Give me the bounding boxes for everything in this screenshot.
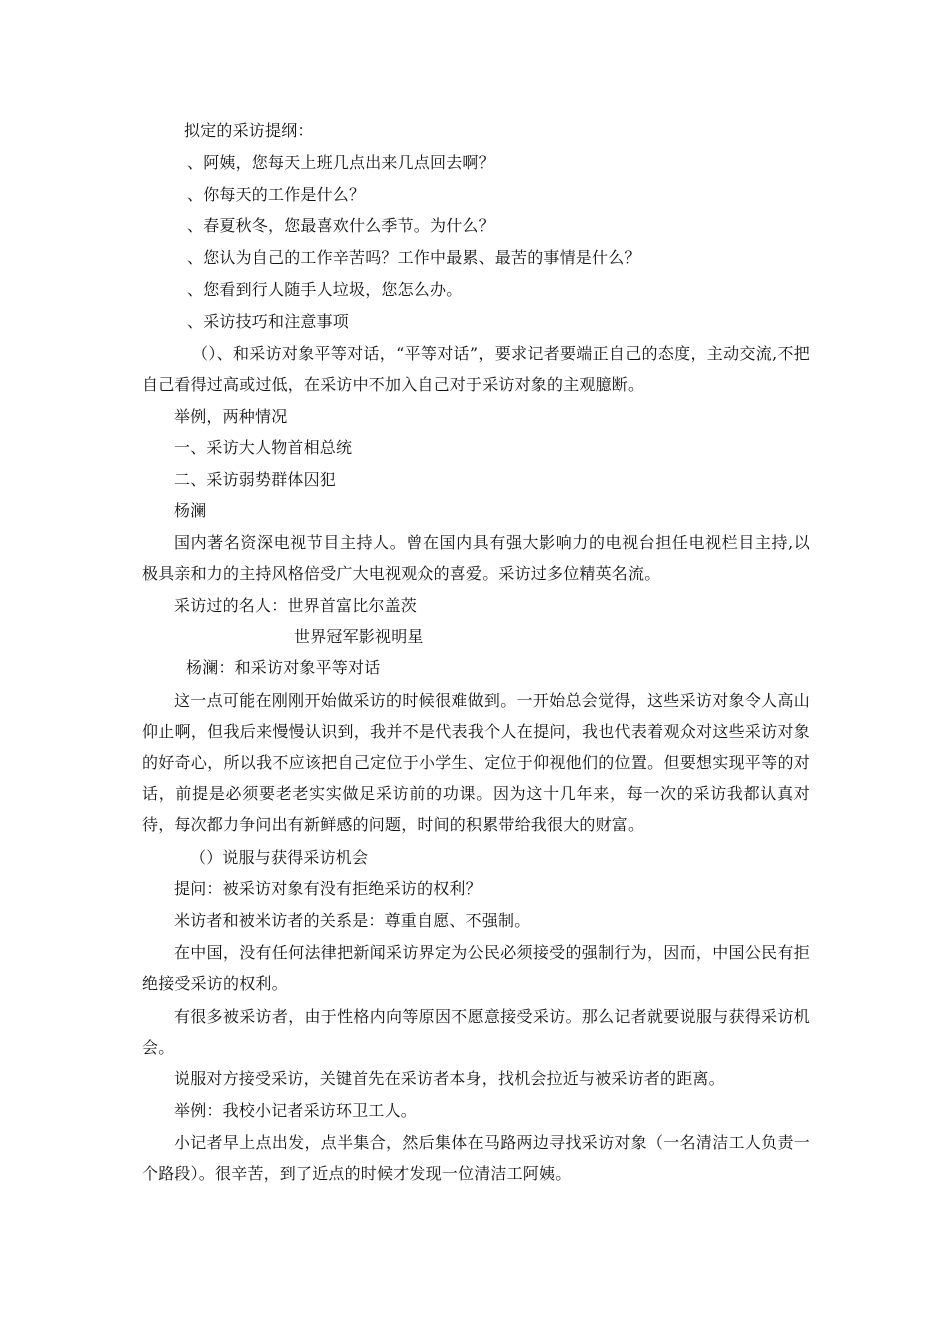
outline-question-2: 、你每天的工作是什么？ [187,185,366,204]
outline-question-1: 、阿姨，您每天上班几点出来几点回去啊？ [187,153,495,172]
paragraph-china-law: 在中国，没有任何法律把新闻采访界定为公民必须接受的强制行为，因而，中国公民有拒绝接受采访的权利。 [142,943,810,993]
question-right-to-refuse: 提问：被采访对象有没有拒绝采访的权利？ [174,879,482,898]
paragraph-yang-lan-quote: 这一点可能在刚刚开始做采访的时候很难做到。一开始总会觉得，这些采访对象令人高山仰止啊，但我后来慢慢认识到，我并不是代表我个人在提问，我也代表着观众对这些采访对象的好奇心，所以我不应该把自己定位于小学生、定位于仰视他们的位置。但要想实现平等的对话，前提是必须要老老实实做足采访前的功课。因为这十几年来，每一次的采访我都认真对待，每次都力争问出有新鲜感的问题，时间的积累带给我很大的财富。 [142,691,810,834]
outline-title: 拟定的采访提纲： [184,121,314,140]
celebrities-line-1: 采访过的名人：世界首富比尔盖茨 [174,596,418,615]
relationship-line: 米访者和被米访者的关系是：尊重自愿、不强制。 [174,911,531,930]
paragraph-school-story: 小记者早上点出发，点半集合，然后集体在马路两边寻找采访对象（一名清洁工人负责一个路段）。很辛苦，到了近点的时候才发现一位清洁工阿姨。 [142,1133,810,1183]
persuade-heading: （）说服与获得采访机会 [190,848,369,867]
paragraph-unwilling: 有很多被采访者，由于性格内向等原因不愿意接受采访。那么记者就要说服与获得采访机会。 [142,1007,810,1057]
example-school-line: 举例：我校小记者采访环卫工人。 [174,1101,418,1120]
persuade-key-line: 说服对方接受采访，关键首先在采访者本身，找机会拉近与被采访者的距离。 [174,1069,725,1088]
celebrities-line-2: 世界冠军影视明星 [294,627,424,646]
paragraph-yang-lan-intro: 国内著名资深电视节目主持人。曾在国内具有强大影响力的电视台担任电视栏目主持,以极具亲和力的主持风格倍受广大电视观众的喜爱。采访过多位精英名流。 [142,533,810,583]
outline-question-3: 、春夏秋冬，您最喜欢什么季节。为什么？ [187,216,495,235]
yang-lan-quote-title: 杨澜：和采访对象平等对话 [186,658,381,677]
outline-question-4: 、您认为自己的工作辛苦吗？工作中最累、最苦的事情是什么？ [187,248,641,267]
example-two-cases: 举例，两种情况 [174,407,288,426]
outline-question-5: 、您看到行人随手人垃圾，您怎么办。 [187,280,463,299]
case-one: 一、采访大人物首相总统 [174,438,353,457]
case-two: 二、采访弱势群体囚犯 [174,470,337,489]
yang-lan-name: 杨澜 [174,501,207,520]
tips-heading: 、采访技巧和注意事项 [187,312,350,331]
paragraph-equal-dialogue: （）、和采访对象平等对话，“平等对话”，要求记者要端正自己的态度，主动交流,不把自己看得过高或过低，在采访中不加入自己对于采访对象的主观臆断。 [142,344,810,394]
